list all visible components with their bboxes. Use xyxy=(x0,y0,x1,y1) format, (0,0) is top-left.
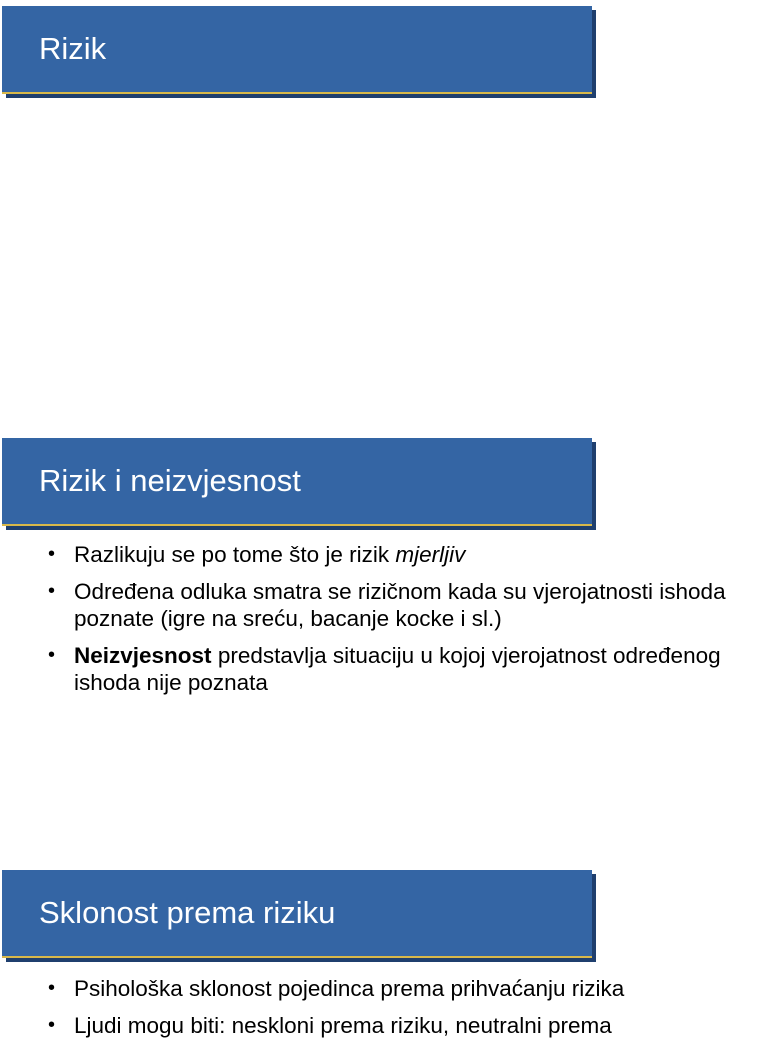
bullet-item xyxy=(0,1012,740,1039)
bullet-item xyxy=(0,541,740,568)
slide-title-bar xyxy=(2,6,592,94)
bullet-text: Psihološka sklonost pojedinca prema prihvaćanju rizika xyxy=(74,976,625,1001)
slide-title-bar xyxy=(2,438,592,526)
bullet-emphasis: mjerljiv xyxy=(395,542,466,567)
bullet-text: Određena odluka smatra se rizičnom kada su vjerojatnosti ishoda poznate (igre na sreću, bacanje kocke i sl.) xyxy=(74,579,726,631)
slide-title: Sklonost prema riziku xyxy=(39,895,336,930)
bullet-list xyxy=(0,975,740,1049)
bullet-list xyxy=(0,541,740,706)
bullet-item xyxy=(0,578,740,632)
bullet-strong: Neizvjesnost xyxy=(74,643,212,668)
bullet-text: Ljudi mogu biti: neskloni prema riziku, neutralni prema xyxy=(74,1013,612,1038)
bullet-item xyxy=(0,975,740,1002)
slide-title: Rizik xyxy=(39,31,107,66)
slide-title: Rizik i neizvjesnost xyxy=(39,463,301,498)
bullet-text: Razlikuju se po tome što je rizik xyxy=(74,542,396,567)
slide-title-bar xyxy=(2,870,592,958)
bullet-item xyxy=(0,642,740,696)
bullet-text: predstavlja situaciju u kojoj vjerojatnost određenog ishoda nije poznata xyxy=(74,643,721,695)
